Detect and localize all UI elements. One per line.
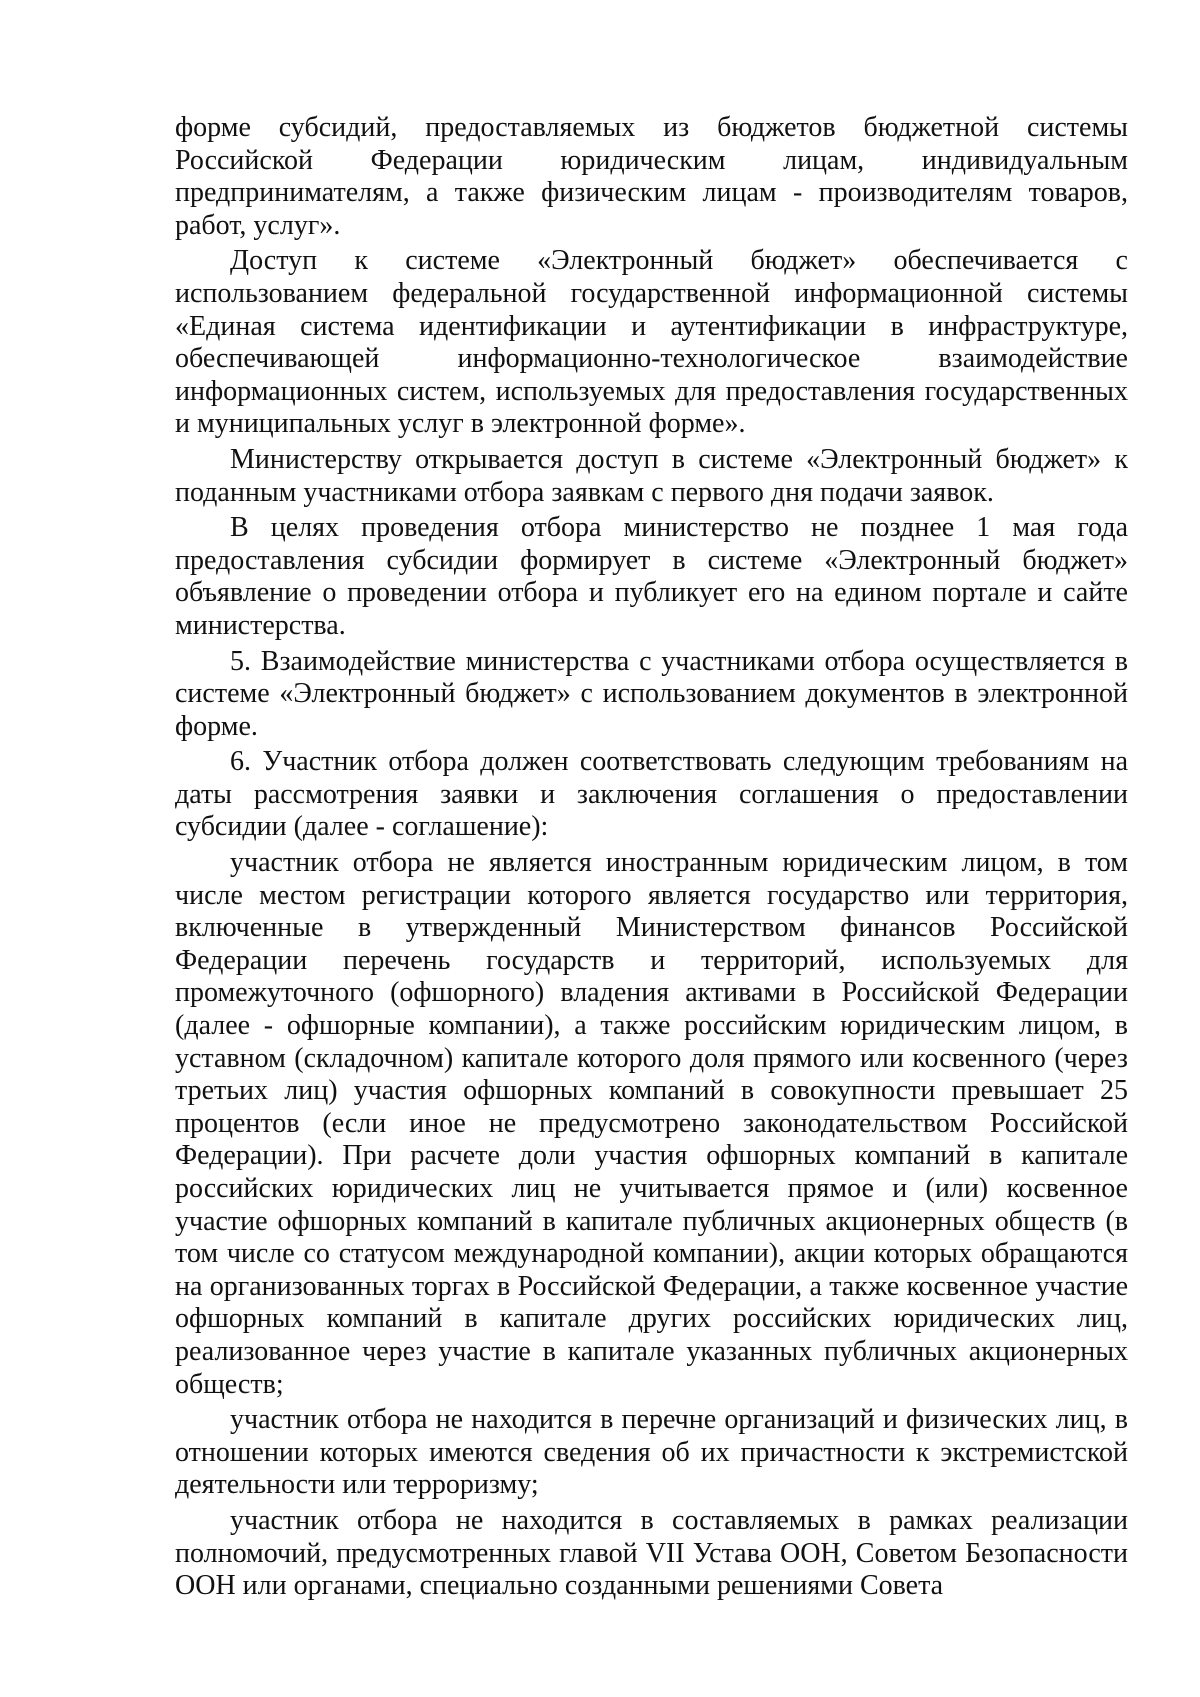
paragraph-2: Доступ к системе «Электронный бюджет» обеспечивается с использованием федеральной государственной информационной системы «Единая система идентификации и аутентификации в инфраструктуре, обеспечивающей информационно-технологическое взаимодействие информационных систем, используемых для предоставления государственных и муниципальных услуг в электронной форме». [175,245,1128,440]
paragraph-4: В целях проведения отбора министерство не позднее 1 мая года предоставления субсидии формирует в системе «Электронный бюджет» объявление о проведении отбора и публикует его на едином портале и сайте министерства. [175,512,1128,641]
paragraph-3: Министерству открывается доступ в системе «Электронный бюджет» к поданным участниками отбора заявкам с первого дня подачи заявок. [175,443,1128,508]
document-body [175,112,1128,1605]
paragraph-8: участник отбора не находится в перечне организаций и физических лиц, в отношении которых имеются сведения об их причастности к экстремистской деятельности или терроризму; [175,1404,1128,1501]
paragraph-6: 6. Участник отбора должен соответствовать следующим требованиям на даты рассмотрения заявки и заключения соглашения о предоставлении субсидии (далее - соглашение): [175,746,1128,843]
paragraph-7: участник отбора не является иностранным юридическим лицом, в том числе местом регистрации которого является государство или территория, включенные в утвержденный Министерством финансов Российской Федерации перечень государств и территорий, используемых для промежуточного (офшорного) владения активами в Российской Федерации (далее - офшорные компании), а также российским юридическим лицом, в уставном (складочном) капитале которого доля прямого или косвенного (через третьих лиц) участия офшорных компаний в совокупности превышает 25 процентов (если иное не предусмотрено законодательством Российской Федерации). При расчете доли участия офшорных компаний в капитале российских юридических лиц не учитывается прямое и (или) косвенное участие офшорных компаний в капитале публичных акционерных обществ (в том числе со статусом международной компании), акции которых обращаются на организованных торгах в Российской Федерации, а также косвенное участие офшорных компаний в капитале других российских юридических лиц, реализованное через участие в капитале указанных публичных акционерных обществ; [175,847,1128,1400]
paragraph-9: участник отбора не находится в составляемых в рамках реализации полномочий, предусмотренных главой VII Устава ООН, Советом Безопасности ООН или органами, специально созданными решениями Совета [175,1504,1128,1602]
paragraph-1: форме субсидий, предоставляемых из бюджетов бюджетной системы Российской Федерации юридическим лицам, индивидуальным предпринимателям, а также физическим лицам - производителям товаров, работ, услуг». [175,112,1128,241]
paragraph-5: 5. Взаимодействие министерства с участниками отбора осуществляется в системе «Электронный бюджет» с использованием документов в электронной форме. [175,645,1128,742]
